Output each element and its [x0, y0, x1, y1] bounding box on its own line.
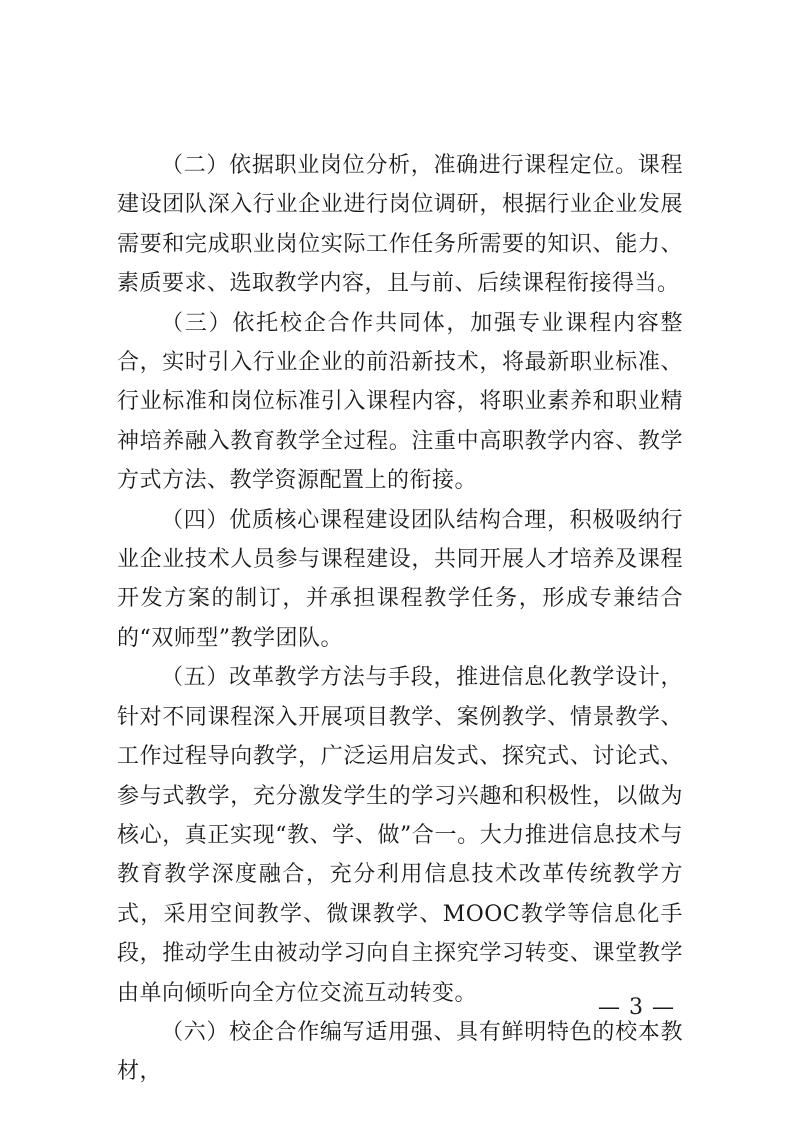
paragraph-4: （四）优质核心课程建设团队结构合理，积极吸纳行业企业技术人员参与课程建设，共同开展人才培养及课程开发方案的制订，并承担课程教学任务，形成专兼结合的“双师型”教学团队。 [117, 507, 683, 651]
paragraph-3: （三）依托校企合作共同体，加强专业课程内容整合，实时引入行业企业的前沿新技术，将最新职业标准、行业标准和岗位标准引入课程内容，将职业素养和职业精神培养融入教育教学全过程。注重中高职教学内容、教学方式方法、教学资源配置上的衔接。 [117, 310, 683, 494]
paragraph-2: （二）依据职业岗位分析，准确进行课程定位。课程建设团队深入行业企业进行岗位调研，根据行业企业发展需要和完成职业岗位实际工作任务所需要的知识、能力、素质要求、选取教学内容，且与前、后续课程衔接得当。 [117, 153, 683, 297]
paragraph-6: （六）校企合作编写适用强、具有鲜明特色的校本教材， [117, 1019, 683, 1085]
page-number: — 3 — [598, 995, 675, 1020]
document-body [117, 146, 683, 1092]
paragraph-5: （五）改革教学方法与手段，推进信息化教学设计，针对不同课程深入开展项目教学、案例教学、情景教学、工作过程导向教学，广泛运用启发式、探究式、讨论式、参与式教学，充分激发学生的学习兴趣和积极性，以做为核心，真正实现“教、学、做”合一。大力推进信息技术与教育教学深度融合，充分利用信息技术改革传统教学方式，采用空间教学、微课教学、MOOC教学等信息化手段，推动学生由被动学习向自主探究学习转变、课堂教学由单向倾听向全方位交流互动转变。 [117, 665, 683, 1006]
